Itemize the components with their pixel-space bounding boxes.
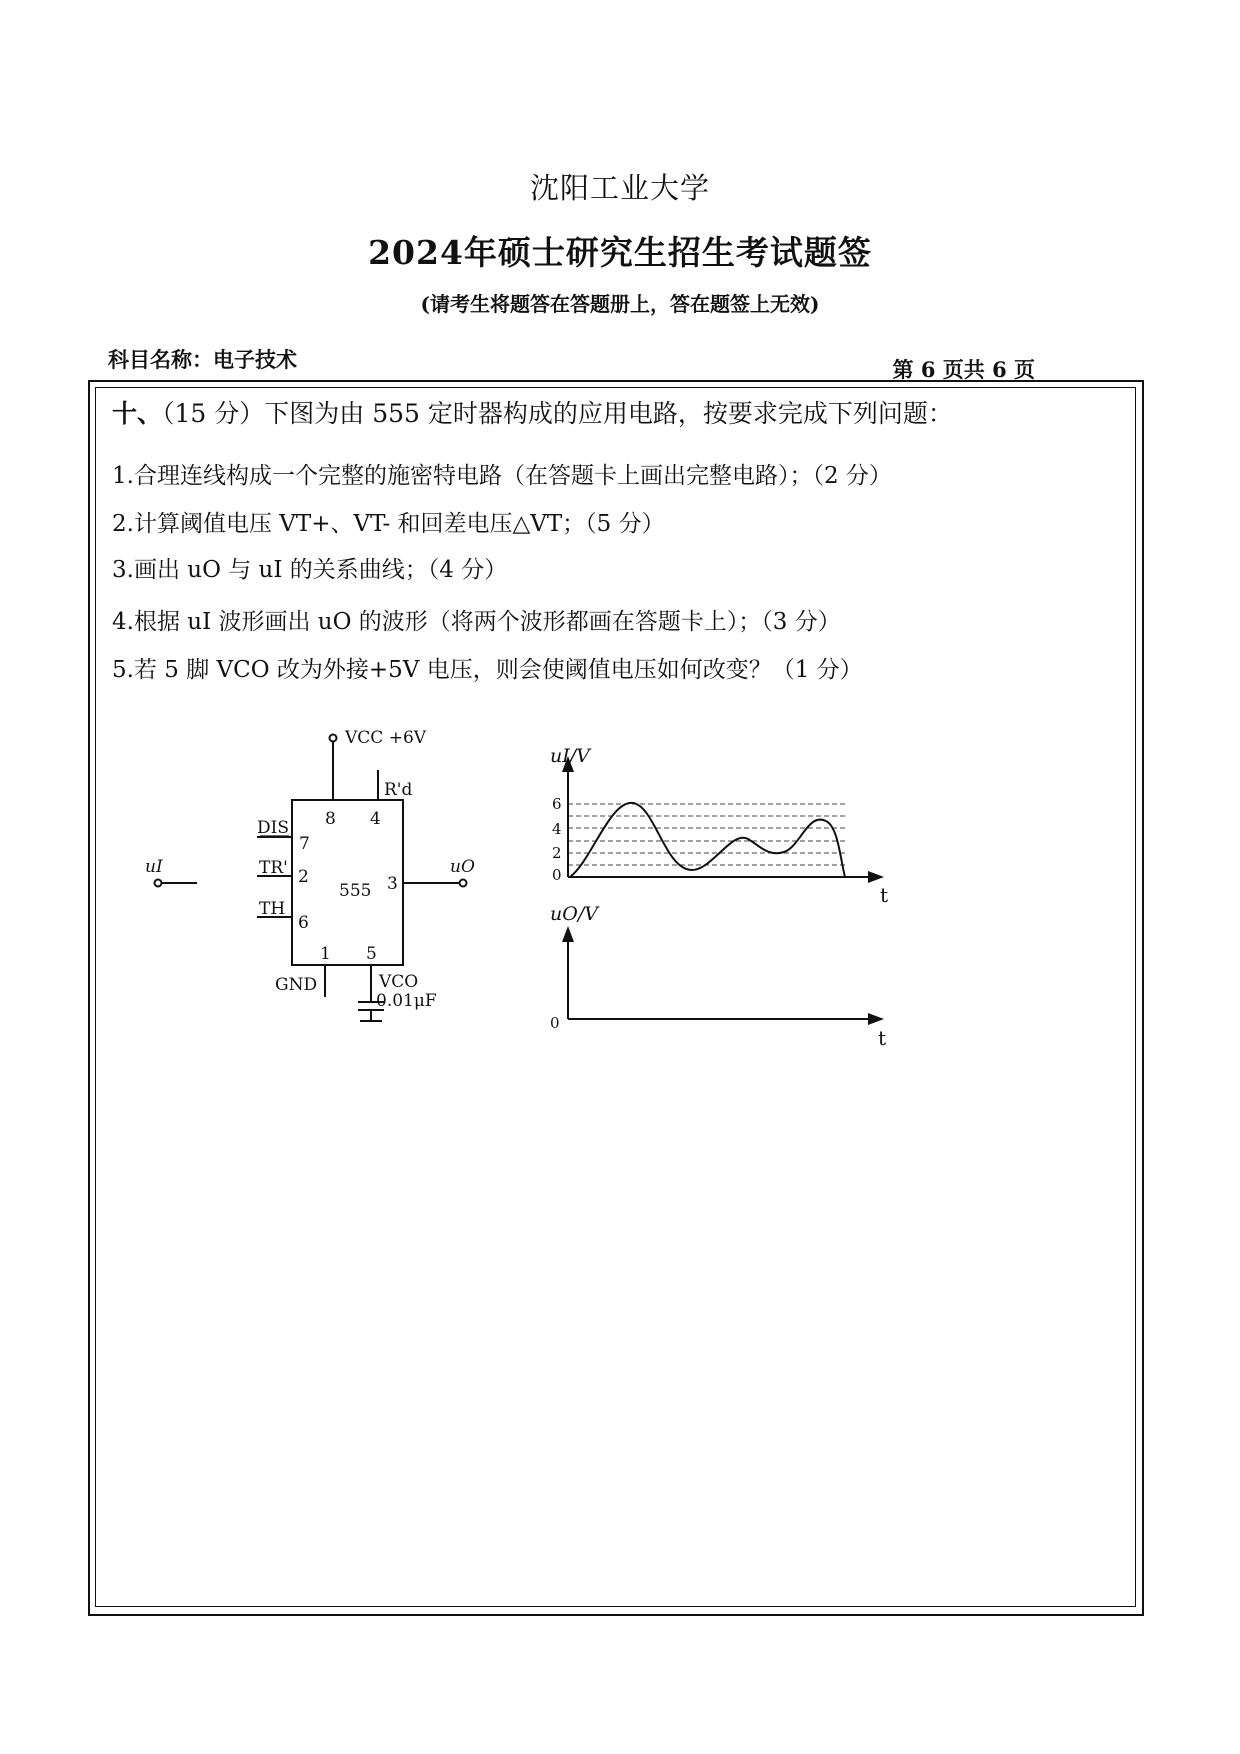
- output-waveform-chart: [550, 903, 886, 1050]
- input-xlabel: t: [880, 883, 889, 907]
- dis-label: DIS: [257, 818, 289, 838]
- question-item-3: 3.画出 uO 与 uI 的关系曲线；（4 分）: [112, 557, 508, 583]
- output-x-arrow: [868, 1013, 884, 1025]
- tr-label: TR': [259, 858, 288, 878]
- chip-label: 555: [339, 881, 372, 901]
- input-terminal: [155, 880, 162, 887]
- question-item-4: 4.根据 uI 波形画出 uO 的波形（将两个波形都画在答题卡上）；（3 分）: [112, 609, 841, 635]
- output-y-arrow: [562, 926, 574, 942]
- input-ytick: 6: [552, 795, 562, 813]
- pin-number: 6: [298, 913, 309, 933]
- input-waveform-chart: [550, 745, 888, 907]
- input-ytick: 4: [552, 820, 562, 838]
- input-x-arrow: [868, 871, 884, 883]
- input-label: uI: [145, 857, 163, 877]
- output-ylabel: uO/V: [550, 903, 598, 925]
- question-item-2: 2.计算阈值电压 VT+、VT- 和回差电压△VT；（5 分）: [112, 511, 665, 537]
- input-waveform-curve: [570, 803, 845, 877]
- output-label: uO: [450, 857, 475, 877]
- th-label: TH: [259, 899, 286, 919]
- exam-note: (请考生将题答在答题册上，答在题签上无效): [420, 292, 820, 316]
- page-info: 第 6 页共 6 页: [892, 357, 1035, 382]
- subject-name: 科目名称：电子技术: [108, 347, 297, 372]
- pin-number: 2: [298, 867, 309, 887]
- input-gridlines: [568, 804, 847, 865]
- question-stem: 下图为由 555 定时器构成的应用电路，按要求完成下列问题：: [264, 399, 953, 428]
- input-ylabel: uI/V: [550, 745, 590, 767]
- question-number: 十、: [112, 399, 163, 428]
- school-name: 沈阳工业大学: [529, 171, 710, 205]
- input-ytick: 0: [552, 866, 562, 884]
- question-item-5: 5.若 5 脚 VCO 改为外接+5V 电压，则会使阈值电压如何改变？（1 分）: [112, 657, 863, 683]
- gnd-label: GND: [275, 975, 318, 995]
- exam-title: 2024年硕士研究生招生考试题签: [368, 233, 872, 272]
- capacitor-label: 0.01μF: [376, 991, 437, 1011]
- input-ytick: 2: [552, 844, 562, 862]
- pin-number: 1: [320, 944, 331, 964]
- question-item-1: 1.合理连线构成一个完整的施密特电路（在答题卡上画出完整电路）；（2 分）: [112, 463, 892, 489]
- output-xlabel: t: [878, 1026, 887, 1050]
- vcc-terminal: [330, 735, 337, 742]
- pin-number: 5: [366, 944, 377, 964]
- vcc-label: VCC +6V: [345, 728, 427, 748]
- circuit-labels: [145, 728, 475, 1011]
- vco-label: VCO: [379, 972, 419, 992]
- rd-label: R'd: [384, 780, 413, 800]
- pin-number: 4: [370, 809, 381, 829]
- question-points: （15 分）: [162, 399, 265, 428]
- pin-number: 3: [387, 874, 398, 894]
- pin-number: 7: [299, 834, 310, 854]
- output-terminal: [460, 880, 467, 887]
- output-origin: 0: [550, 1014, 560, 1032]
- pin-number: 8: [325, 809, 336, 829]
